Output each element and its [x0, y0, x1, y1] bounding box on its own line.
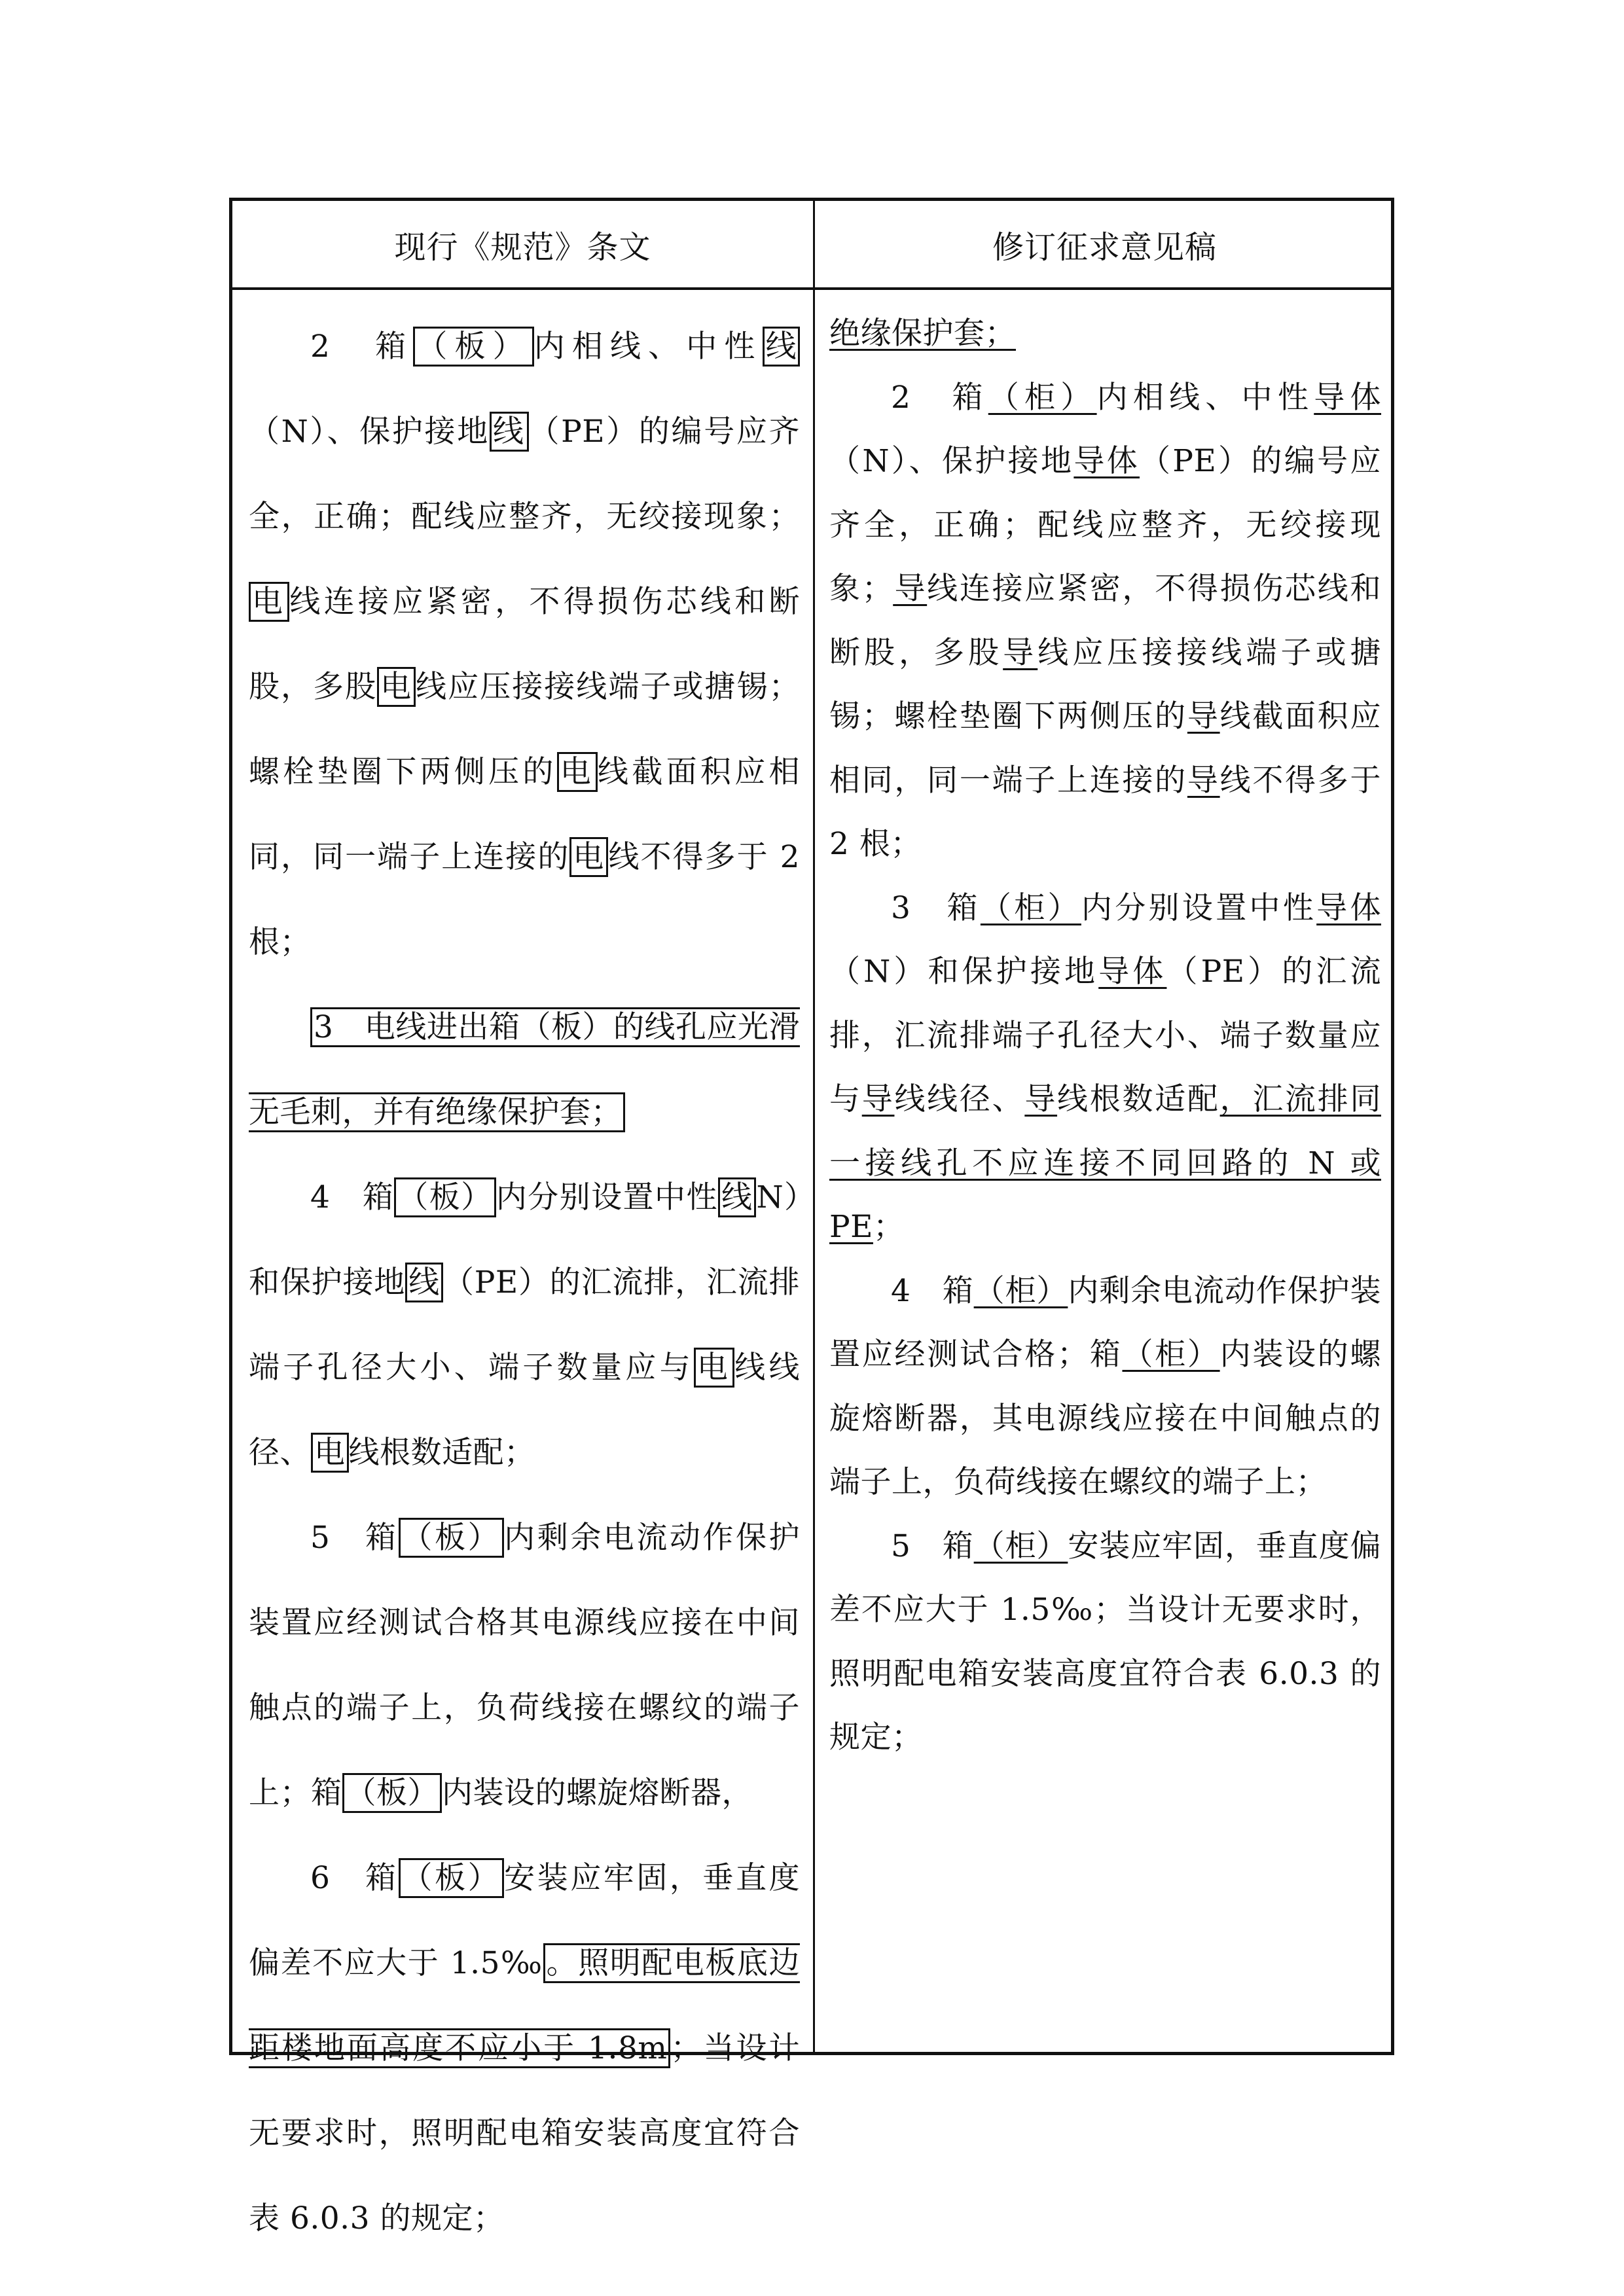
revised-clause-5: 5 箱（柜）安装应牢固，垂直度偏差不应大于 1.5‰；当设计无要求时，照明配电箱安装高度宜符合表 6.0.3 的规定；	[829, 1528, 1381, 1755]
current-spec-column	[232, 290, 813, 2261]
comparison-table	[229, 198, 1394, 2236]
current-clause-5: 5 箱 （板） 内剩余电流动作保护装置应经测试合格其电源线应接在中间触点的端子上，负荷线接在螺纹的端子上；箱 （板） 内装设的螺旋熔断器，	[249, 1496, 800, 1836]
current-clause-2: 2 箱 （板） 内相线、中性 线（N）、保护接地 线 （PE）的编号应齐全，正确；配线应整齐，无绞接现象；电 线连接应紧密，不得损伤芯线和断股，多股 电 线应压接接线端子或搪锡；螺栓垫圈下两侧压的 电 线截面积应相同，同一端子上连接的 电 线不得多于 2 根；	[249, 304, 800, 985]
revised-clause-3: 3 箱（柜）内分别设置中性导体（N）和保护接地导体（PE）的汇流排，汇流排端子孔径大小、端子数量应与导线线径、导线根数适配，汇流排同一接线孔不应连接不同回路的 N 或 PE；	[829, 889, 1382, 1245]
revised-clause-2: 2 箱（柜）内相线、中性导体（N）、保护接地导体（PE）的编号应齐全，正确；配线应整齐，无绞接现象；导线连接应紧密，不得损伤芯线和断股，多股导线应压接接线端子或搪锡；螺栓垫圈下两侧压的导线截面积应相同，同一端子上连接的导线不得多于 2 根；	[829, 379, 1382, 862]
current-clause-4: 4 箱 （板） 内分别设置中性 线 N）和保护接地 线 （PE）的汇流排，汇流排端子孔径大小、端子数量应与 电 线线径、 电 线根数适配；	[249, 1155, 800, 1496]
current-clause-6: 6 箱 （板） 安装应牢固，垂直度偏差不应大于 1.5‰ 。照明配电板底边距楼地面高度不应小于 1.8m ；当设计无要求时，照明配电箱安装高度宜符合表 6.0.3 的规定；	[249, 1836, 800, 2261]
header-revision-draft: 修订征求意见稿	[992, 228, 1217, 266]
revision-draft-column	[815, 290, 1394, 1770]
header-current-spec: 现行《规范》条文	[394, 228, 651, 266]
revised-continuation: 绝缘保护套；	[829, 315, 1016, 351]
revised-clause-4: 4 箱（柜）内剩余电流动作保护装置应经测试合格；箱（柜）内装设的螺旋熔断器，其电源线应接在中间触点的端子上，负荷线接在螺纹的端子上；	[829, 1272, 1381, 1500]
current-clause-3: 3 电线进出箱（板）的线孔应光滑无毛刺，并有绝缘保护套；	[249, 985, 800, 1155]
